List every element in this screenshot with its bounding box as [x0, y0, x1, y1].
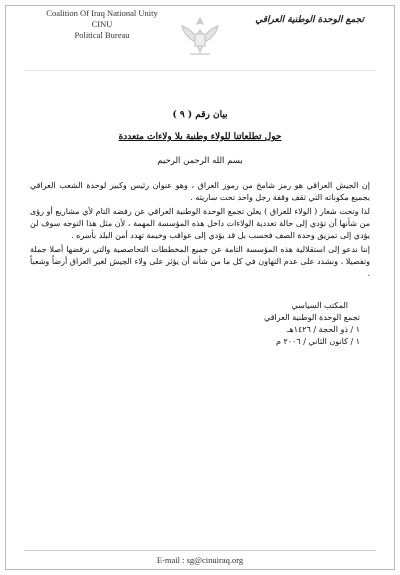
signature-org: تجمع الوحدة الوطنية العراقي	[264, 313, 360, 322]
paragraph-3: إننا ندعو إلى استقلالية هذه المؤسسة التامة عن جميع المخططات التحاصصية والتي نرفضها أصلا جملة وتفصيلا ، ونشدد على عدم التهاون في كل ما من شأنه أن يؤثر على ولاء الجيش لغير العراق أرضاً وشعباً .	[30, 245, 370, 278]
signature-date-hijri: ١ / ذو الحجة / ١٤٢٦هـ	[287, 325, 360, 334]
signature-block	[30, 300, 370, 348]
statement-body	[30, 110, 370, 348]
basmala: بسم الله الرحمن الرحيم	[157, 156, 243, 166]
statement-title: حول تطلعاتنا للولاء وطنية بلا ولاءات متعددة	[118, 132, 282, 142]
header-arabic: تجمع الوحدة الوطنية العراقي	[255, 15, 364, 25]
eagle-seal-icon	[176, 12, 224, 60]
header-en-line-3: Political Bureau	[74, 30, 130, 40]
footer-email[interactable]: E-mail : sg@cinuiraq.org	[156, 555, 244, 565]
signature-date-gregorian: ١ / كانون الثاني / ٢٠٠٦ م	[276, 337, 360, 346]
statement-number: بيان رقم ( ٩ )	[172, 110, 228, 120]
signature-office: المكتب السياسي	[291, 301, 348, 310]
header-english	[32, 8, 172, 41]
paragraph-1: إن الجيش العراقي هو رمز شامخ من رموز العراق ، وهو عنوان رئيس وكبير لوحدة الشعب العراقي بجميع مكوناته التي تقف وقفة رجل واحد تحت ساريته .	[30, 181, 370, 202]
footer-divider	[24, 550, 376, 551]
paragraph-2: لذا وتحت شعار ( الولاء للعراق ) يعلن تجمع الوحدة الوطنية العراقي عن رفضه التام لأي مشاريع أو رؤى من شأنها أن تؤدي إلى حالة تعددية الولاءات داخل هذه المؤسسة المهمة ، لأن مثل هذا التوجه سوف لن يؤدي إلى تمزيق وحدة الصف فحسب بل قد يؤدي إلى عواقب وخيمة تهدد أمن البلد بأسره .	[30, 207, 370, 240]
header-en-line-1: Coalition Of Iraq National Unity	[46, 8, 158, 18]
header-en-line-2: CINU	[91, 19, 113, 29]
header-divider	[24, 70, 376, 71]
